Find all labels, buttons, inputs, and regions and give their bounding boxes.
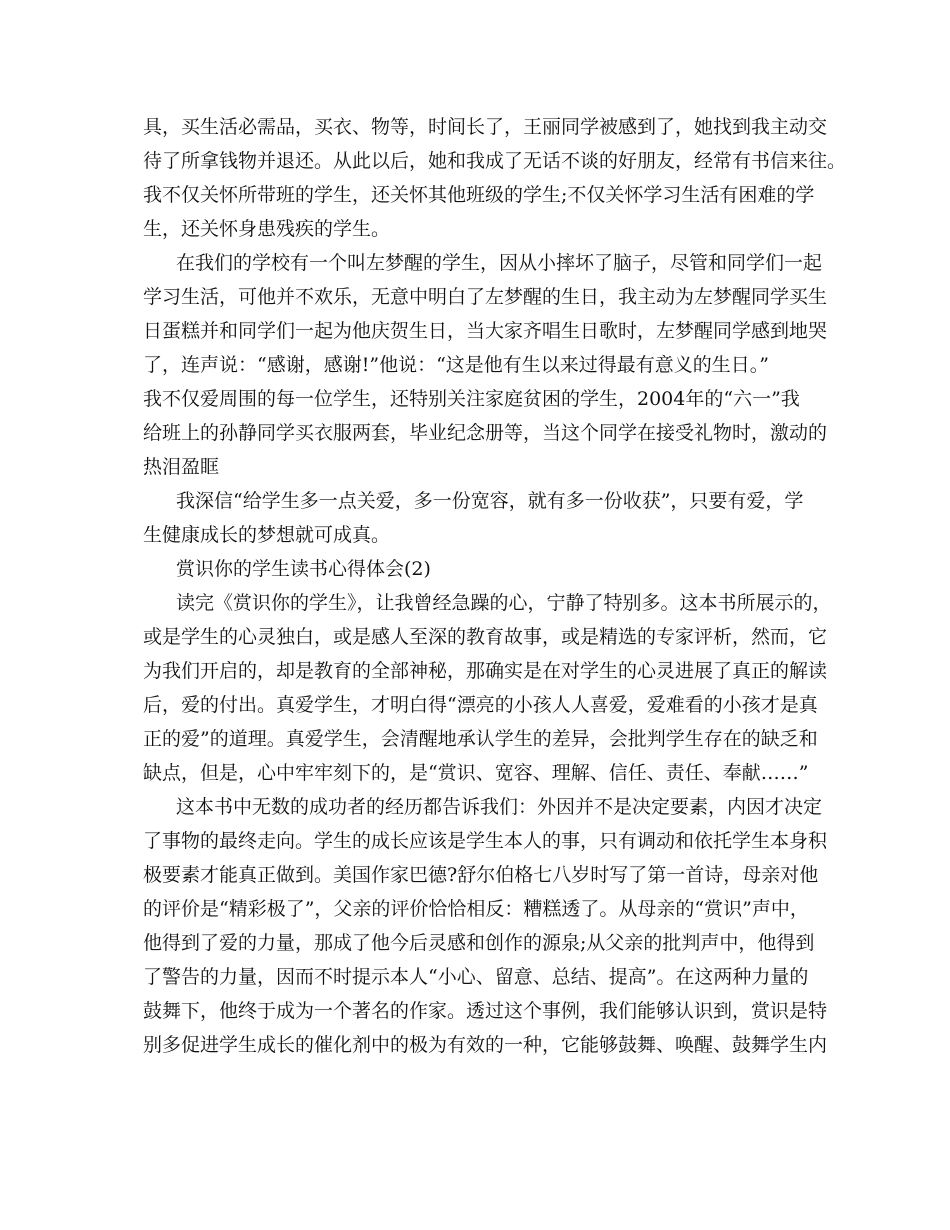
text-line: 学习生活，可他并不欢乐，无意中明白了左梦醒的生日，我主动为左梦醒同学买生 [143, 286, 828, 308]
text-line: 我不仅关怀所带班的学生，还关怀其他班级的学生;不仅关怀学习生活有困难的学 [143, 184, 815, 206]
text-line: 这本书中无数的成功者的经历都告诉我们：外因并不是决定要素，内因才决定 [176, 796, 823, 818]
body-text [143, 110, 847, 1062]
text-line: 具，买生活必需品，买衣、物等，时间长了，王丽同学被感到了，她找到我主动交 [143, 116, 828, 138]
text-line: 鼓舞下，他终于成为一个著名的作家。透过这个事例，我们能够认识到，赏识是特 [143, 1000, 828, 1022]
text-line: 了事物的最终走向。学生的成长应该是学生本人的事，只有调动和依托学生本身积 [143, 830, 828, 852]
text-line: 读完《赏识你的学生》，让我曾经急躁的心，宁静了特别多。这本书所展示的， [176, 592, 832, 614]
text-line: 了警告的力量，因而不时提示本人“小心、留意、总结、提高”。在这两种力量的 [143, 966, 809, 988]
text-line: 我深信“给学生多一点关爱，多一份宽容，就有多一份收获”，只要有爱，学 [176, 490, 804, 512]
text-line: 或是学生的心灵独白，或是感人至深的教育故事，或是精选的专家评析，然而，它 [143, 626, 828, 648]
text-line: 别多促进学生成长的催化剂中的极为有效的一种，它能够鼓舞、唤醒、鼓舞学生内 [143, 1034, 828, 1056]
text-line: 赏识你的学生读书心得体会(2) [176, 558, 431, 580]
text-line: 的评价是“精彩极了”，父亲的评价恰恰相反：糟糕透了。从母亲的“赏识”声中， [143, 898, 809, 920]
text-line: 待了所拿钱物并退还。从此以后，她和我成了无话不谈的好朋友，经常有书信来往。 [143, 150, 847, 172]
text-line: 极要素才能真正做到。美国作家巴德?舒尔伯格七八岁时写了第一首诗，母亲对他 [143, 864, 819, 886]
text-line: 日蛋糕并和同学们一起为他庆贺生日，当大家齐唱生日歌时，左梦醒同学感到地哭 [143, 320, 828, 342]
text-line: 为我们开启的，却是教育的全部神秘，那确实是在对学生的心灵进展了真正的解读 [143, 660, 828, 682]
text-line: 缺点，但是，心中牢牢刻下的，是“赏识、宽容、理解、信任、责任、奉献……” [143, 762, 809, 784]
text-line: 了，连声说：“感谢，感谢!”他说：“这是他有生以来过得最有意义的生日。” [143, 354, 769, 376]
text-line: 给班上的孙静同学买衣服两套，毕业纪念册等，当这个同学在接受礼物时，激动的 [143, 422, 828, 444]
text-line: 在我们的学校有一个叫左梦醒的学生，因从小摔坏了脑子，尽管和同学们一起 [176, 252, 823, 274]
text-line: 正的爱”的道理。真爱学生，会清醒地承认学生的差异，会批判学生存在的缺乏和 [143, 728, 818, 750]
text-line: 他得到了爱的力量，那成了他今后灵感和创作的源泉;从父亲的批判声中，他得到 [143, 932, 815, 954]
text-line: 热泪盈眶 [143, 456, 220, 478]
text-line: 生健康成长的梦想就可成真。 [143, 524, 391, 546]
text-line: 生，还关怀身患残疾的学生。 [143, 218, 391, 240]
text-line: 后，爱的付出。真爱学生，才明白得“漂亮的小孩人人喜爱，爱难看的小孩才是真 [143, 694, 818, 716]
text-line: 我不仅爱周围的每一位学生，还特别关注家庭贫困的学生，2004年的“六一”我 [143, 388, 800, 410]
